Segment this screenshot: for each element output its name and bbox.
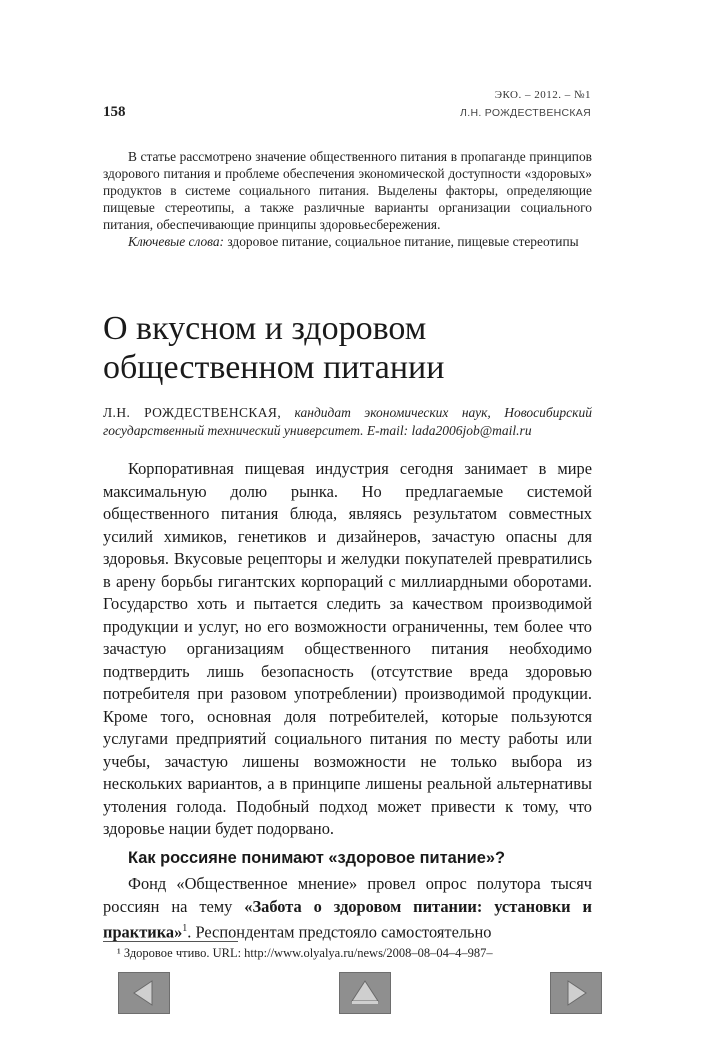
abstract-text: В статье рассмотрено значение общественного питания в пропаганде принципов здорового питания и проблеме обеспечения экономической доступности «здоровых» продуктов в системе социального питания. Выделены факторы, определяющие пищевые стереотипы, а также различные варианты организации социального питания, обеспечивающие принципы здоровьесбережения.	[103, 149, 592, 232]
byline	[103, 404, 592, 440]
running-head-author: Л.Н. РОЖДЕСТВЕНСКАЯ	[460, 107, 591, 119]
title-line-1: О вкусном и здоровом	[103, 310, 427, 347]
title-line-2: общественном питании	[103, 349, 445, 386]
footnote-divider	[103, 941, 238, 942]
arrow-up-icon	[340, 973, 390, 1013]
running-head-journal: ЭКО. – 2012. – №1	[494, 89, 591, 101]
body-paragraph	[103, 873, 592, 944]
body-paragraph: Корпоративная пищевая индустрия сегодня занимает в мире максимальную долю рынка. Но предлагаемые системой общественного питания блюда, являясь результатом совместных усилий химиков, генетиков и дизайнеров, зачастую опасны для здоровья. Вкусовые рецепторы и желудки покупателей превратились в арену борьбы гигантских корпораций с миллиардными оборотами. Государство хоть и пытается следить за качеством производимой продукции и услуг, но его возможности ограниченны, тем более что зачастую организациям общественного питания необходимо подтвердить лишь безопасность (отсутствие вреда здоровью потребителя при разовом употреблении) производимой продукции. Кроме того, основная доля потребителей, которые пользуются услугами предприятий социального питания по месту работы или учебы, зачастую лишены возможности не только выбора из нескольких вариантов, а в принципе лишены реальной альтернативы утоления голода. Подобный подход может привести к тому, что здоровье нации будет подорвано.	[103, 459, 592, 838]
paragraph-text: . Респондентам предстояло самостоятельно	[187, 922, 492, 942]
author-name: Л.Н. РОЖДЕСТВЕНСКАЯ,	[103, 405, 282, 420]
arrow-right-icon	[551, 973, 601, 1013]
author-info: кандидат экономических наук, Новосибирский государственный технический университет. E-mail: lada2006job@mail.ru	[103, 405, 592, 438]
footnote: ¹ Здоровое чтиво. URL: http://www.olyalya.ru/news/2008–08–04–4–987–	[117, 946, 493, 960]
page-number: 158	[103, 104, 126, 120]
previous-page-button[interactable]	[118, 972, 170, 1014]
keywords	[103, 233, 592, 250]
section-heading: Как россияне понимают «здоровое питание»?	[128, 848, 505, 867]
footnote-reference[interactable]: 1	[182, 923, 188, 934]
survey-title: «Забота о здоровом питании: установки и практика»	[103, 896, 592, 942]
keywords-list: здоровое питание, социальное питание, пищевые стереотипы	[224, 234, 579, 249]
abstract	[103, 148, 592, 250]
arrow-left-icon	[119, 973, 169, 1013]
next-page-button[interactable]	[550, 972, 602, 1014]
article-body	[103, 458, 592, 944]
up-button[interactable]	[339, 972, 391, 1014]
keywords-label: Ключевые слова:	[128, 234, 225, 249]
paragraph-text: Фонд «Общественное мнение» провел опрос полутора тысяч россиян на тему	[103, 874, 592, 916]
article-title	[103, 309, 623, 387]
